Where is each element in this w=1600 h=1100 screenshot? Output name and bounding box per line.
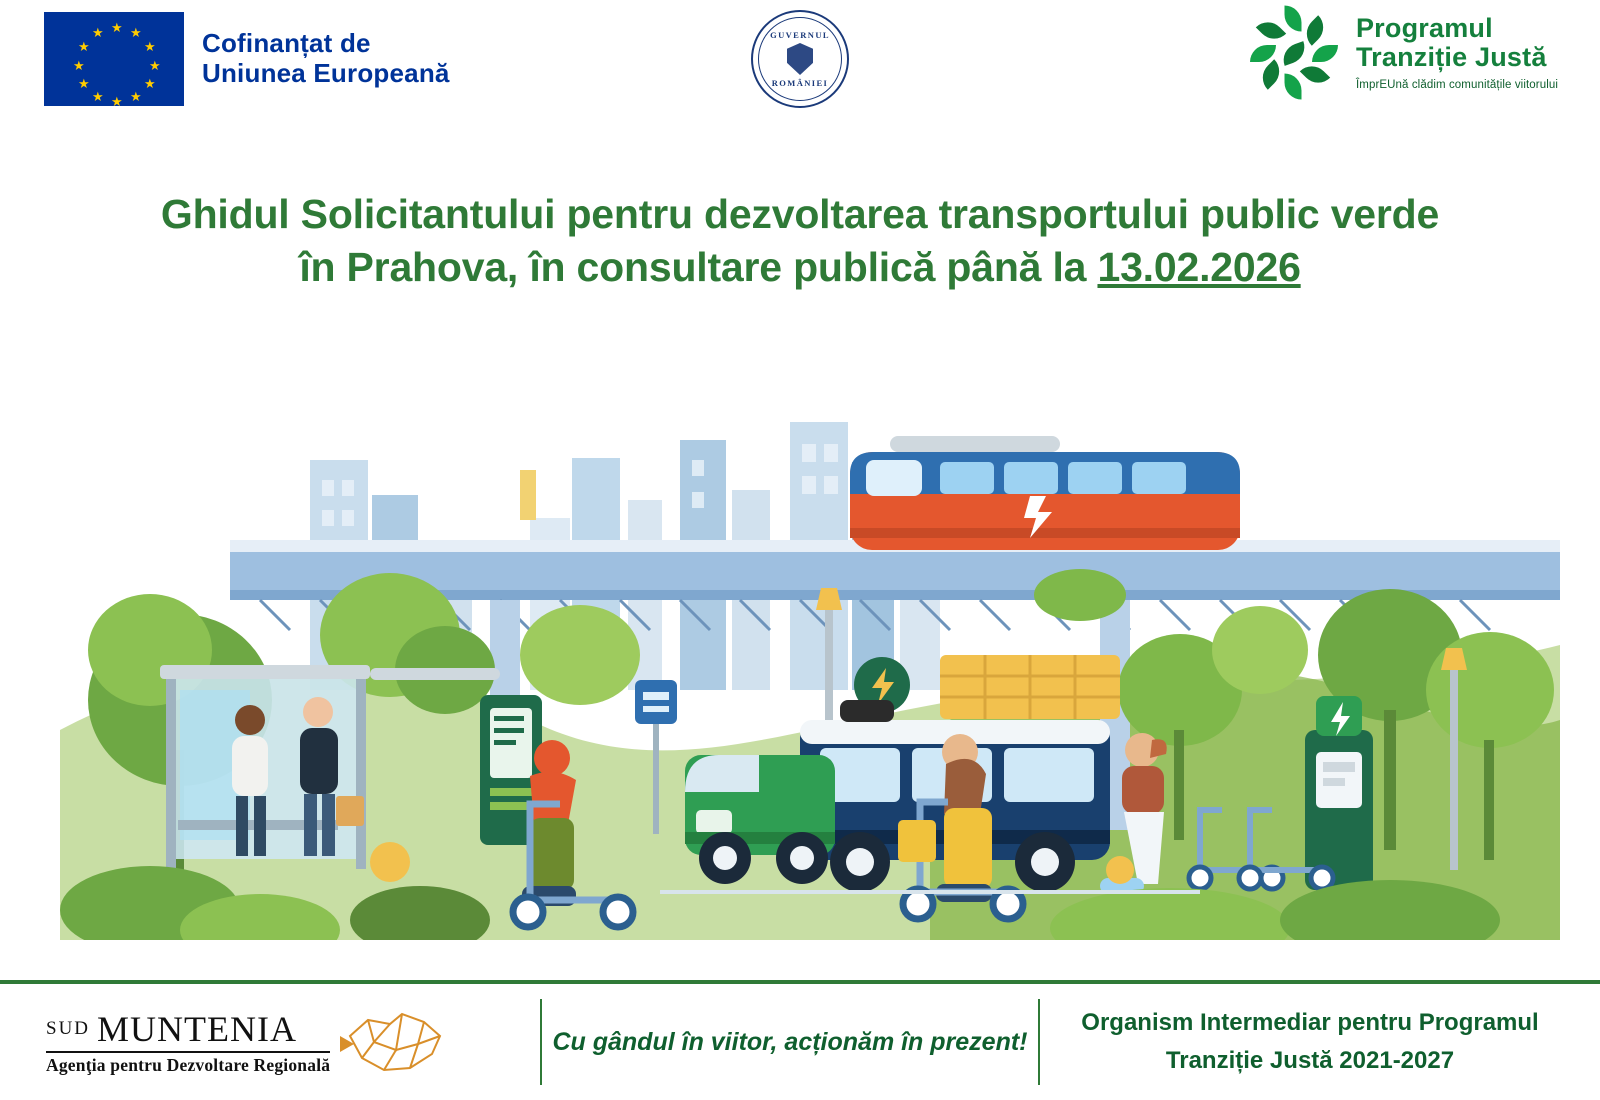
eu-cofinancing-logo <box>44 12 450 109</box>
footer-agency-block <box>0 1006 540 1078</box>
program-tranzitie-justa-logo <box>1250 8 1558 100</box>
coat-of-arms-icon <box>787 43 813 75</box>
footer-role-block <box>1040 1004 1600 1081</box>
footer <box>0 980 1600 1100</box>
government-seal-bottom-text: ROMÂNIEI <box>771 78 829 88</box>
eu-cofinancing-text <box>202 29 450 89</box>
footer-role-line-2: Tranziție Justă 2021-2027 <box>1165 1047 1455 1074</box>
program-title-line-1: Programul <box>1355 13 1493 43</box>
green-transport-illustration <box>60 400 1560 990</box>
electric-tram <box>850 436 1240 550</box>
program-title-line-2: Tranziție Justă <box>1355 42 1547 73</box>
title-line-2-prefix: în Prahova, în consultare publică până la <box>299 244 1098 291</box>
eu-line-2: Uniunea Europeană <box>202 58 450 88</box>
leaf-cluster-icon <box>1250 8 1342 100</box>
footer-role-line-1: Organism Intermediar pentru Programul <box>1081 1008 1539 1036</box>
footer-slogan: Cu gândul în viitor, acționăm în prezent! <box>552 1027 1028 1056</box>
title-line-2 <box>40 241 1560 294</box>
program-tagline: ÎmprEUnă clădim comunitățile viitorului <box>1355 79 1558 92</box>
adr-subtitle: Agenţia pentru Dezvoltare Regională <box>46 1051 330 1076</box>
government-seal-top-text: GUVERNUL <box>770 30 830 40</box>
footer-slogan-block <box>542 1028 1038 1057</box>
sud-muntenia-map-icon <box>340 1006 450 1078</box>
consultation-deadline-date: 13.02.2026 <box>1097 244 1301 291</box>
government-seal-icon <box>751 10 849 108</box>
header <box>0 0 1600 120</box>
eu-flag-icon: ★ ★ ★ ★ ★ ★ ★ ★ ★ ★ ★ ★ <box>44 12 184 106</box>
adr-sud-label: SUD <box>46 1018 91 1039</box>
title-line-1: Ghidul Solicitantului pentru dezvoltarea transportului public verde <box>160 191 1440 237</box>
adr-logo-text <box>46 1008 330 1076</box>
adr-sud-muntenia-logo <box>46 1006 450 1078</box>
government-of-romania-logo <box>751 10 849 108</box>
adr-muntenia-label: MUNTENIA <box>97 1009 297 1049</box>
eu-line-1: Cofinanțat de <box>202 28 371 59</box>
program-logo-text <box>1356 8 1558 91</box>
illustration-svg <box>60 400 1560 990</box>
page-title <box>40 188 1560 295</box>
